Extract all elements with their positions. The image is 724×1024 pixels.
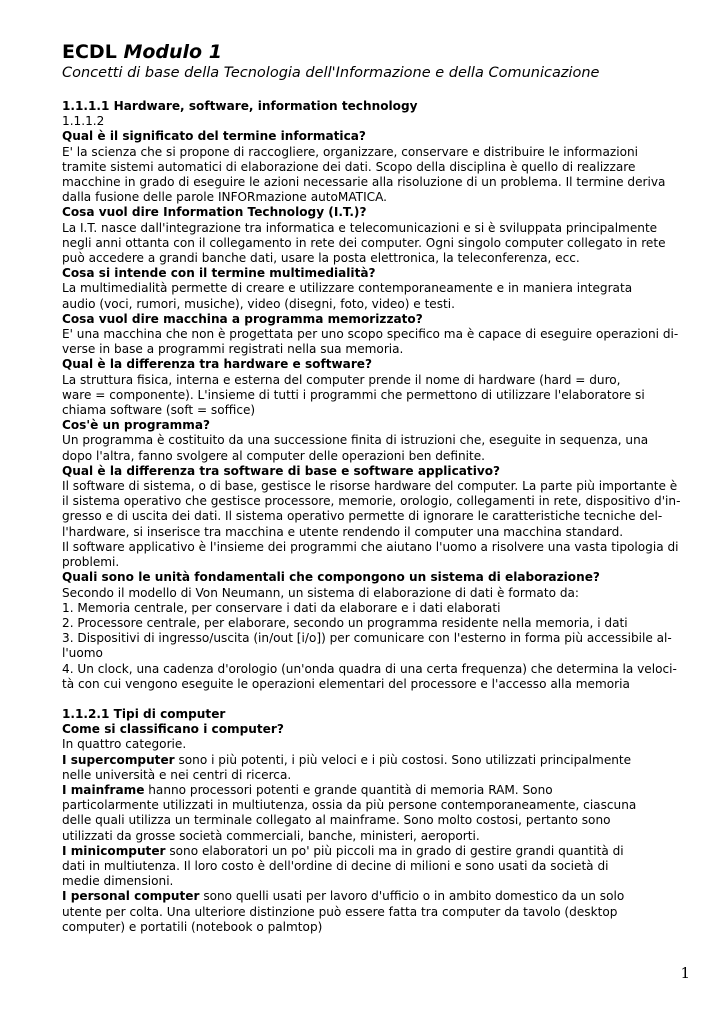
text-line — [62, 403, 688, 418]
line-text: Un programma è costituito da una successione finita di istruzioni che, eseguite in sequenza, una — [62, 433, 649, 448]
line-text: Cosa si intende con il termine multimedialità? — [62, 266, 376, 281]
line-text: verse in base a programmi registrati nella sua memoria. — [62, 342, 404, 357]
heading-line — [62, 357, 688, 372]
document-title — [62, 40, 688, 64]
text-line — [62, 905, 688, 920]
text-line — [62, 874, 688, 889]
line-text: audio (voci, rumori, musiche), video (disegni, foto, video) e testi. — [62, 296, 455, 311]
line-text: sono i più potenti, i più veloci e i più costosi. Sono utilizzati principalmente — [174, 752, 632, 767]
text-line — [62, 601, 688, 616]
heading-line — [62, 722, 688, 737]
line-text: Quali sono le unità fondamentali che compongono un sistema di elaborazione? — [62, 570, 600, 585]
line-text: utente per colta. Una ulteriore distinzione può essere fatta tra computer da tavolo (desktop — [62, 904, 618, 919]
text-line — [62, 646, 688, 661]
line-text: negli anni ottanta con il collegamento in rete dei computer. Ogni singolo computer collegato in rete — [62, 235, 666, 250]
heading-line — [62, 129, 688, 144]
term-label: I supercomputer — [62, 752, 175, 767]
line-text: E' una macchina che non è progettata per uno scopo specifico ma è capace di eseguire operazioni di- — [62, 327, 679, 342]
line-text: dopo l'altra, fanno svolgere al computer delle operazioni ben definite. — [62, 448, 486, 463]
text-line — [62, 798, 688, 813]
text-line — [62, 509, 688, 524]
line-text: E' la scienza che si propone di raccogliere, organizzare, conservare e distribuire le informazioni — [62, 144, 638, 159]
line-text: In quattro categorie. — [62, 737, 187, 752]
line-text: Qual è il significato del termine informatica? — [62, 129, 366, 144]
text-line — [62, 433, 688, 448]
line-text: l'uomo — [62, 646, 103, 661]
text-line — [62, 662, 688, 677]
text-line — [62, 342, 688, 357]
line-text: Cos'è un programma? — [62, 418, 211, 433]
term-label: I mainframe — [62, 782, 145, 797]
line-text: hanno processori potenti e grande quantità di memoria RAM. Sono — [144, 782, 553, 797]
text-line — [62, 677, 688, 692]
heading-line — [62, 418, 688, 433]
text-line — [62, 768, 688, 783]
text-line — [62, 783, 688, 798]
text-line — [62, 221, 688, 236]
text-line — [62, 297, 688, 312]
line-text: sono quelli usati per lavoro d'ufficio o in ambito domestico da un solo — [199, 889, 625, 904]
text-line — [62, 829, 688, 844]
text-line — [62, 920, 688, 935]
line-text: gresso e di uscita dei dati. Il sistema operativo permette di ignorare le caratteristiche tecniche del- — [62, 509, 663, 524]
text-line — [62, 555, 688, 570]
line-text: 1.1.1.2 — [62, 114, 105, 129]
document-body — [62, 99, 688, 935]
text-line — [62, 586, 688, 601]
line-text: Qual è la differenza tra software di base e software applicativo? — [62, 463, 501, 478]
line-text: 1.1.2.1 Tipi di computer — [62, 706, 226, 721]
line-text: macchine in grado di eseguire le azioni necessarie alla risoluzione di un problema. Il termine deriva — [62, 175, 666, 190]
text-line — [62, 813, 688, 828]
line-text: delle quali utilizza un terminale collegato al mainframe. Sono molto costosi, pertanto sono — [62, 813, 611, 828]
line-text: chiama software (soft = soffice) — [62, 403, 256, 418]
text-line — [62, 145, 688, 160]
text-line — [62, 114, 688, 129]
text-line — [62, 479, 688, 494]
line-text: il sistema operativo che gestisce processore, memorie, orologio, collegamenti in rete, dispositivo d'in- — [62, 494, 681, 509]
text-line — [62, 631, 688, 646]
line-text: Secondo il modello di Von Neumann, un sistema di elaborazione di dati è formato da: — [62, 585, 579, 600]
text-line — [62, 236, 688, 251]
text-line — [62, 449, 688, 464]
line-text: Qual è la differenza tra hardware e software? — [62, 357, 373, 372]
text-line — [62, 616, 688, 631]
line-text: dalla fusione delle parole INFORmazione autoMATICA. — [62, 190, 387, 205]
line-text: medie dimensioni. — [62, 874, 174, 889]
text-line — [62, 540, 688, 555]
document-subtitle: Concetti di base della Tecnologia dell'Informazione e della Comunicazione — [62, 65, 600, 81]
heading-line — [62, 707, 688, 722]
text-line — [62, 327, 688, 342]
line-text: La I.T. nasce dall'integrazione tra informatica e telecomunicazioni e si è sviluppata principalmente — [62, 220, 658, 235]
line-text: La struttura fisica, interna e esterna del computer prende il nome di hardware (hard = duro, — [62, 372, 621, 387]
text-line — [62, 859, 688, 874]
line-text: 4. Un clock, una cadenza d'orologio (un'onda quadra di una certa frequenza) che determina la veloci- — [62, 661, 677, 676]
line-text: tà con cui vengono eseguite le operazioni elementari del processore e l'accesso alla memoria — [62, 676, 630, 691]
line-text: computer) e portatili (notebook o palmtop) — [62, 919, 323, 934]
heading-line — [62, 99, 688, 114]
line-text: 3. Dispositivi di ingresso/uscita (in/out [i/o]) per comunicare con l'esterno in forma più accessibile al- — [62, 631, 672, 646]
term-label: I minicomputer — [62, 843, 166, 858]
text-line — [62, 844, 688, 859]
line-text: nelle università e nei centri di ricerca. — [62, 767, 292, 782]
line-text: tramite sistemi automatici di elaborazione dei dati. Scopo della disciplina è quello di realizzare — [62, 159, 636, 174]
line-text: particolarmente utilizzati in multiutenza, ossia da più persone contemporaneamente, ciascuna — [62, 798, 637, 813]
text-line — [62, 251, 688, 266]
line-text: La multimedialità permette di creare e utilizzare contemporaneamente e in maniera integrata — [62, 281, 633, 296]
heading-line — [62, 570, 688, 585]
text-line — [62, 525, 688, 540]
line-text: Come si classificano i computer? — [62, 722, 284, 737]
line-text: Il software applicativo è l'insieme dei programmi che aiutano l'uomo a risolvere una vasta tipologia di — [62, 539, 679, 554]
text-line — [62, 190, 688, 205]
line-text: utilizzati da grosse società commerciali, banche, ministeri, aeroporti. — [62, 828, 480, 843]
line-text: 1.1.1.1 Hardware, software, information technology — [62, 99, 418, 113]
line-text: dati in multiutenza. Il loro costo è dell'ordine di decine di milioni e sono usati da società di — [62, 858, 609, 873]
line-text: Cosa vuol dire macchina a programma memorizzato? — [62, 311, 423, 326]
text-line — [62, 373, 688, 388]
line-text: Il software di sistema, o di base, gestisce le risorse hardware del computer. La parte più importante è — [62, 479, 678, 494]
line-text: ware = componente). L'insieme di tutti i programmi che permettono di utilizzare l'elaboratore si — [62, 387, 645, 402]
paragraph-gap — [62, 692, 688, 707]
text-line — [62, 388, 688, 403]
line-text: Cosa vuol dire Information Technology (I.T.)? — [62, 205, 367, 220]
line-text: 2. Processore centrale, per elaborare, secondo un programma residente nella memoria, i dati — [62, 615, 628, 630]
title-module: Modulo 1 — [123, 41, 222, 63]
text-line — [62, 175, 688, 190]
document-page — [62, 40, 688, 935]
text-line — [62, 737, 688, 752]
heading-line — [62, 205, 688, 220]
line-text: 1. Memoria centrale, per conservare i dati da elaborare e i dati elaborati — [62, 600, 501, 615]
heading-line — [62, 312, 688, 327]
line-text: problemi. — [62, 555, 120, 570]
line-text: può accedere a grandi banche dati, usare la posta elettronica, la teleconferenza, ecc. — [62, 251, 580, 266]
text-line — [62, 889, 688, 904]
text-line — [62, 160, 688, 175]
text-line — [62, 494, 688, 509]
term-label: I personal computer — [62, 889, 200, 904]
heading-line — [62, 266, 688, 281]
page-number: 1 — [680, 964, 690, 982]
heading-line — [62, 464, 688, 479]
title-ecdl: ECDL — [62, 41, 117, 63]
text-line — [62, 753, 688, 768]
line-text: sono elaboratori un po' più piccoli ma in grado di gestire grandi quantità di — [165, 843, 624, 858]
text-line — [62, 281, 688, 296]
line-text: l'hardware, si inserisce tra macchina e utente rendendo il computer una macchina standard. — [62, 524, 624, 539]
